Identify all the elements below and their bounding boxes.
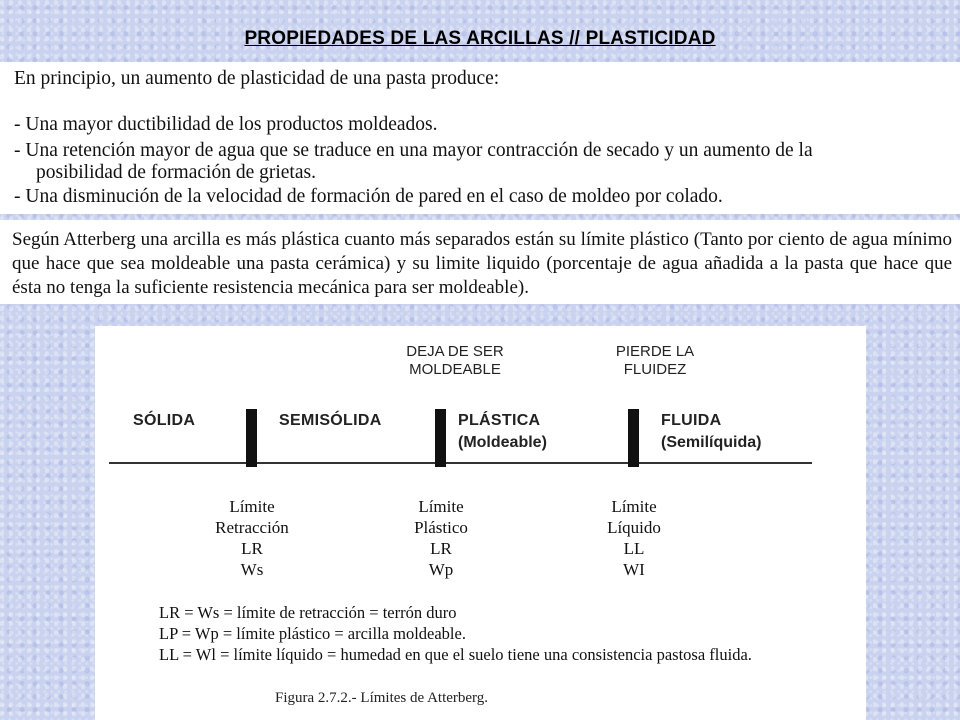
- limit-bar-liquido: [628, 409, 639, 467]
- legend-lr: LR = Ws = límite de retracción = terrón duro: [159, 603, 457, 622]
- pierde-line-1: PIERDE LA: [615, 343, 695, 360]
- atterberg-diagram: [95, 326, 866, 720]
- atterberg-panel: [0, 220, 960, 304]
- state-plastica-sub: (Moldeable): [458, 434, 547, 451]
- limit-retraccion-l3: LR: [241, 539, 263, 558]
- intro-lead: En principio, un aumento de plasticidad de una pasta produce:: [14, 68, 500, 89]
- pierde-fluidez-label: [580, 343, 730, 379]
- limit-plastico-l3: LR: [430, 539, 452, 558]
- intro-item-1: - Una mayor ductibilidad de los productos moldeados.: [14, 114, 438, 135]
- state-semisolida: SEMISÓLIDA: [279, 412, 382, 429]
- state-axis-line: [109, 462, 812, 464]
- limit-retraccion-l4: Ws: [240, 560, 264, 579]
- deja-de-ser-label: [375, 343, 535, 379]
- limit-plastico-l4: Wp: [428, 560, 454, 579]
- figure-caption: Figura 2.7.2.- Límites de Atterberg.: [275, 690, 489, 706]
- limit-plastico-l1: Límite: [418, 497, 464, 516]
- diagram-legend: [159, 602, 752, 665]
- limit-liquido: [564, 496, 704, 580]
- intro-item-2-cont: posibilidad de formación de grietas.: [36, 162, 316, 183]
- state-solida: SÓLIDA: [133, 412, 196, 429]
- limit-bar-retraccion: [246, 409, 257, 467]
- atterberg-paragraph: Según Atterberg una arcilla es más plástica cuanto más separados están su límite plástico (Tanto por ciento de agua mínimo que hace que sea moldeable una pasta cerámica) y su limite liquido (porcentaje de agua añadida a la pasta que hace que ésta no tenga la suficiente resistencia mecánica para ser moldeable).: [12, 229, 952, 298]
- limit-retraccion: [182, 496, 322, 580]
- legend-lp: LP = Wp = límite plástico = arcilla moldeable.: [159, 624, 466, 643]
- legend-ll: LL = Wl = límite líquido = humedad en que el suelo tiene una consistencia pastosa fluida.: [159, 645, 752, 664]
- limit-liquido-l4: WI: [623, 560, 645, 579]
- page-title: PROPIEDADES DE LAS ARCILLAS // PLASTICIDAD: [244, 28, 716, 49]
- limit-plastico-l2: Plástico: [414, 518, 468, 537]
- limit-liquido-l1: Límite: [611, 497, 657, 516]
- limit-plastico: [371, 496, 511, 580]
- deja-line-1: DEJA DE SER: [406, 343, 504, 360]
- state-fluida-sub: (Semilíquida): [661, 434, 762, 451]
- pierde-line-2: FLUIDEZ: [623, 361, 687, 378]
- deja-line-2: MOLDEABLE: [409, 361, 501, 378]
- intro-panel: [0, 62, 960, 214]
- intro-item-3: - Una disminución de la velocidad de formación de pared en el caso de moldeo por colado.: [14, 186, 723, 207]
- limit-liquido-l3: LL: [623, 539, 645, 558]
- limit-retraccion-l2: Retracción: [215, 518, 289, 537]
- state-plastica: PLÁSTICA: [458, 412, 541, 429]
- intro-item-2: - Una retención mayor de agua que se traduce en una mayor contracción de secado y un aumento de la: [14, 140, 813, 161]
- limit-retraccion-l1: Límite: [229, 497, 275, 516]
- state-fluida: FLUIDA: [661, 412, 722, 429]
- limit-bar-plastico: [435, 409, 446, 467]
- limit-liquido-l2: Líquido: [607, 518, 661, 537]
